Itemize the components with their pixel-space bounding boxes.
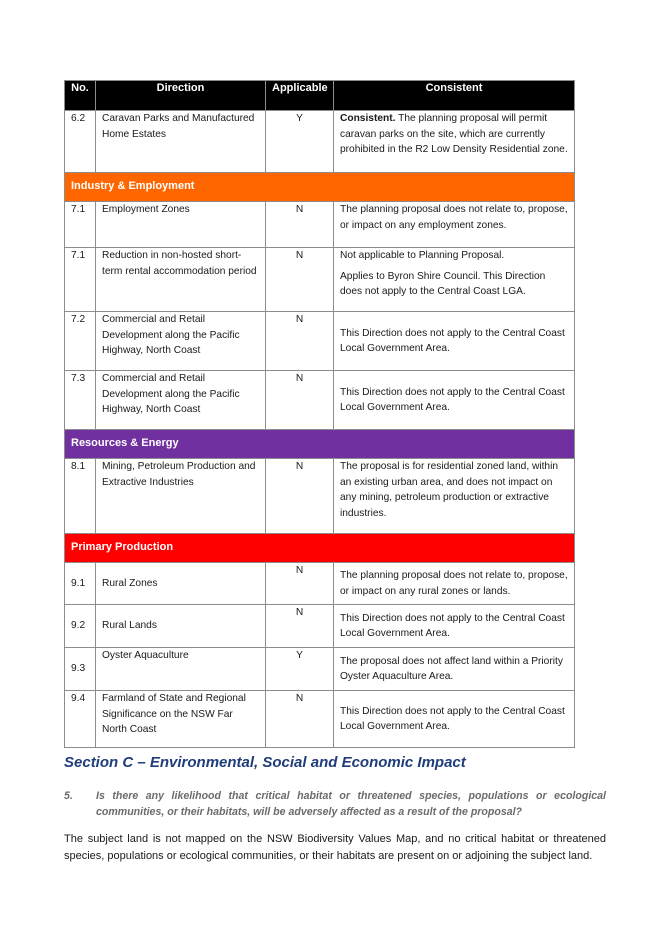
table-row [65, 459, 575, 534]
table-row [65, 111, 575, 173]
table-row [65, 563, 575, 605]
row-number: 7.1 [65, 202, 96, 248]
consistent-lead: Consistent. [340, 113, 396, 124]
row-number: 6.2 [65, 111, 96, 173]
row-direction: Commercial and Retail Development along the Pacific Highway, North Coast [96, 312, 266, 371]
row-direction: Rural Zones [96, 563, 266, 605]
row-applicable: N [266, 459, 334, 534]
row-number: 7.3 [65, 371, 96, 430]
header-consistent: Consistent [334, 81, 575, 111]
row-number: 9.1 [65, 563, 96, 605]
row-applicable: Y [266, 648, 334, 691]
row-consistent: This Direction does not apply to the Central Coast Local Government Area. [334, 312, 575, 371]
row-number: 8.1 [65, 459, 96, 534]
row-applicable: Y [266, 111, 334, 173]
row-direction: Caravan Parks and Manufactured Home Estates [96, 111, 266, 173]
section-row-industry [65, 173, 575, 202]
table-row [65, 648, 575, 691]
row-consistent: The planning proposal does not relate to, propose, or impact on any rural zones or lands. [334, 563, 575, 605]
consistent-para-1: Not applicable to Planning Proposal. [340, 250, 505, 261]
table-header-row [65, 81, 575, 111]
row-applicable: N [266, 563, 334, 605]
row-applicable: N [266, 605, 334, 648]
row-applicable: N [266, 371, 334, 430]
row-direction: Farmland of State and Regional Significance on the NSW Far North Coast [96, 691, 266, 748]
row-consistent: The proposal does not affect land within a Priority Oyster Aquaculture Area. [334, 648, 575, 691]
row-consistent: This Direction does not apply to the Central Coast Local Government Area. [334, 371, 575, 430]
table-row [65, 371, 575, 430]
row-applicable: N [266, 248, 334, 312]
consistent-para-2: Applies to Byron Shire Council. This Direction does not apply to the Central Coast LGA. [340, 270, 546, 297]
table-row [65, 605, 575, 648]
header-no: No. [65, 81, 96, 111]
directions-table [64, 80, 575, 748]
section-row-primary [65, 534, 575, 563]
row-consistent [334, 248, 575, 312]
row-direction: Oyster Aquaculture [96, 648, 266, 691]
row-consistent [334, 111, 575, 173]
row-applicable: N [266, 312, 334, 371]
row-direction: Commercial and Retail Development along the Pacific Highway, North Coast [96, 371, 266, 430]
table-row [65, 312, 575, 371]
section-c-heading: Section C – Environmental, Social and Economic Impact [64, 754, 466, 771]
table-row [65, 691, 575, 748]
table-row [65, 202, 575, 248]
header-direction: Direction [96, 81, 266, 111]
row-consistent: This Direction does not apply to the Central Coast Local Government Area. [334, 691, 575, 748]
row-direction: Reduction in non-hosted short-term rental accommodation period [96, 248, 266, 312]
row-applicable: N [266, 691, 334, 748]
section-row-resources [65, 430, 575, 459]
row-direction: Mining, Petroleum Production and Extractive Industries [96, 459, 266, 534]
row-applicable: N [266, 202, 334, 248]
section-label-primary: Primary Production [65, 534, 575, 563]
row-direction: Employment Zones [96, 202, 266, 248]
row-consistent: The proposal is for residential zoned land, within an existing urban area, and does not impact on any mining, petroleum production or extractive industries. [334, 459, 575, 534]
row-number: 7.1 [65, 248, 96, 312]
row-number: 9.4 [65, 691, 96, 748]
row-consistent: The planning proposal does not relate to, propose, or impact on any employment zones. [334, 202, 575, 248]
table-row [65, 248, 575, 312]
row-number: 9.2 [65, 605, 96, 648]
row-number: 7.2 [65, 312, 96, 371]
question-number: 5. [64, 790, 73, 802]
consistent-text: The planning proposal will permit caravan parks on the site, which are currently prohibited in the R2 Low Density Residential zone. [340, 113, 568, 155]
answer-paragraph: The subject land is not mapped on the NSW Biodiversity Values Map, and no critical habitat or threatened species, populations or ecological communities, or their habitats are present on or adjoining the subject land. [64, 833, 606, 862]
header-applicable: Applicable [266, 81, 334, 111]
section-label-resources: Resources & Energy [65, 430, 575, 459]
question-5 [64, 788, 606, 820]
row-number: 9.3 [65, 648, 96, 691]
section-label-industry: Industry & Employment [65, 173, 575, 202]
question-text: Is there any likelihood that critical habitat or threatened species, populations or ecological communities, or their habitats, will be adversely affected as a result of the proposal? [96, 790, 606, 818]
row-direction: Rural Lands [96, 605, 266, 648]
row-consistent: This Direction does not apply to the Central Coast Local Government Area. [334, 605, 575, 648]
